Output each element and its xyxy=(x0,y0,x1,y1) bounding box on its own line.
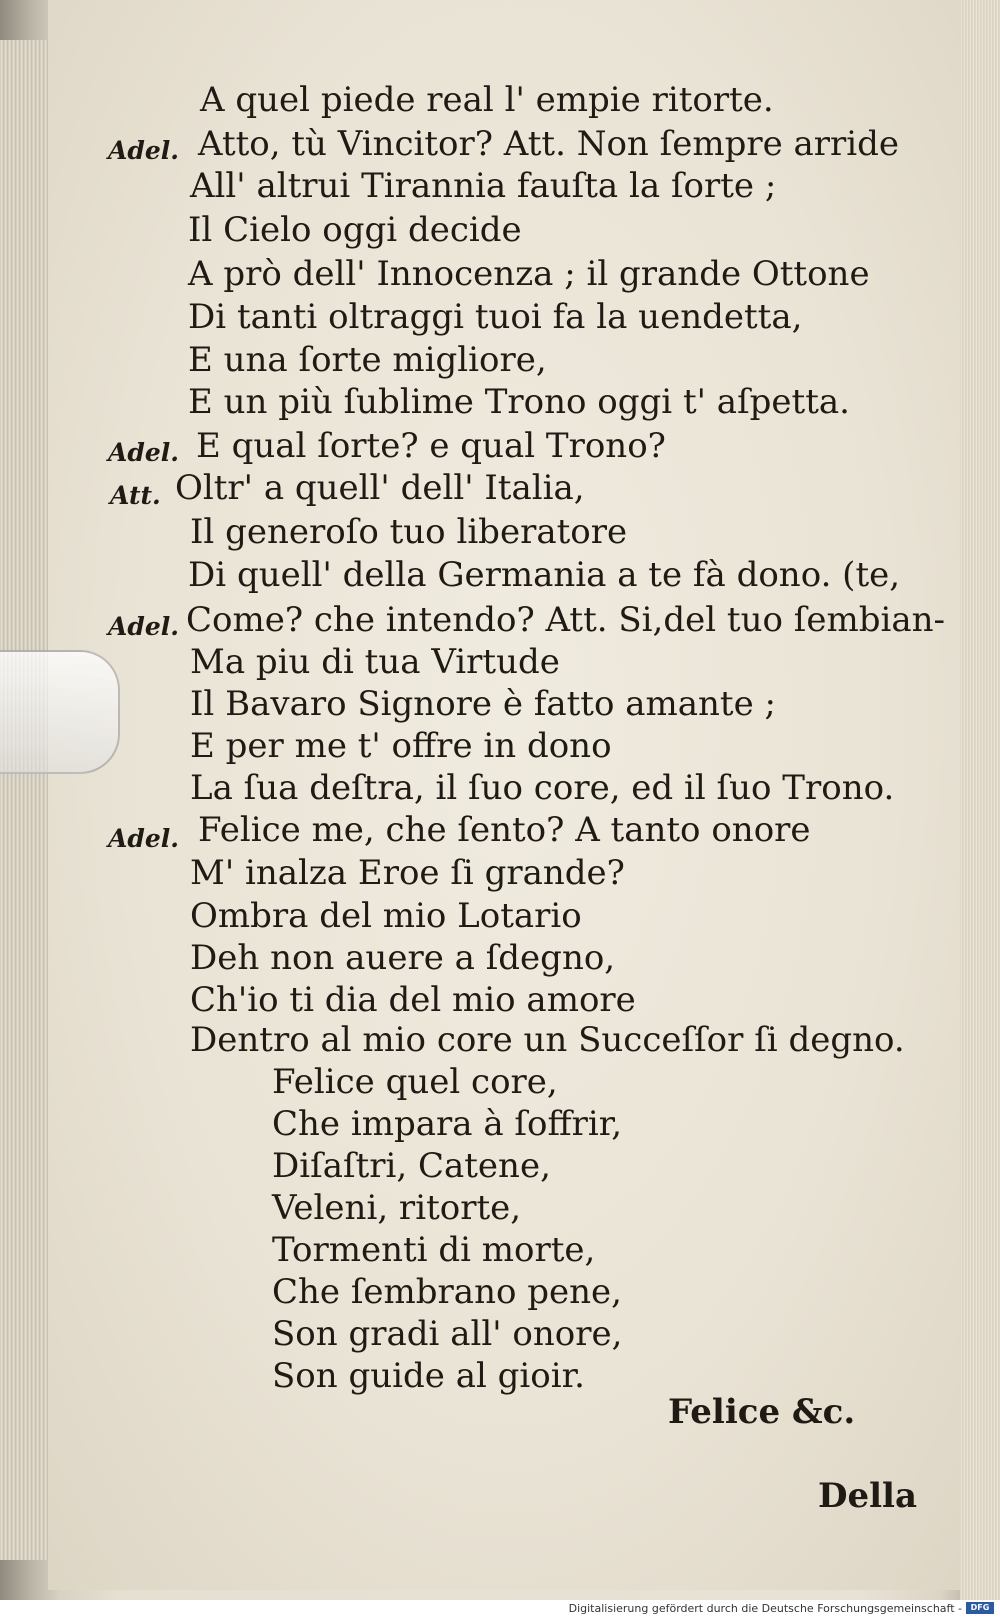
text-line: E qual ſorte? e qual Trono? xyxy=(196,426,666,466)
aria-line: Diſaſtri, Catene, xyxy=(272,1146,551,1186)
text-line: Di tanti oltraggi tuoi fa la uendetta, xyxy=(188,297,803,337)
speaker-label: Adel. xyxy=(108,612,179,641)
text-line: All' altrui Tirannia fauſta la ſorte ; xyxy=(190,166,777,206)
aria-line: Felice quel core, xyxy=(272,1062,558,1102)
text-line: Oltr' a quell' dell' Italia, xyxy=(175,468,585,508)
aria-line: Son guide al gioir. xyxy=(272,1356,585,1396)
footer-text: Digitalisierung gefördert durch die Deutsche Forschungsgemeinschaft - xyxy=(568,1602,962,1615)
text-line: Come? che intendo? Att. Si,del tuo ſembian- xyxy=(186,600,945,640)
text-line: E per me t' offre in dono xyxy=(190,726,612,766)
text-line: A quel piede real l' empie ritorte. xyxy=(200,80,774,120)
aria-line: Son gradi all' onore, xyxy=(272,1314,623,1354)
speaker-label: Att. xyxy=(110,481,161,510)
aria-line: Che ſembrano pene, xyxy=(272,1272,622,1312)
text-line: Felice me, che ſento? A tanto onore xyxy=(198,810,811,850)
text-line: Ma piu di tua Virtude xyxy=(190,642,560,682)
text-line: Dentro al mio core un Succeſſor ſi degno. xyxy=(190,1020,905,1060)
speaker-label: Adel. xyxy=(108,438,179,467)
speaker-label: Adel. xyxy=(108,824,179,853)
text-line: Ombra del mio Lotario xyxy=(190,896,582,936)
aria-line: Veleni, ritorte, xyxy=(272,1188,522,1228)
speaker-label: Adel. xyxy=(108,136,179,165)
catchword: Della xyxy=(818,1476,917,1516)
text-line: A prò dell' Innocenza ; il grande Ottone xyxy=(188,254,870,294)
text-line: E un più ſublime Trono oggi t' aſpetta. xyxy=(188,382,850,422)
aria-line: Che impara à ſoffrir, xyxy=(272,1104,623,1144)
text-line: Deh non auere a ſdegno, xyxy=(190,938,616,978)
text-line: Il generoſo tuo liberatore xyxy=(190,512,628,552)
text-line: Ch'io ti dia del mio amore xyxy=(190,980,636,1020)
text-line: Il Cielo oggi decide xyxy=(188,210,522,250)
refrain-cue: Felice &c. xyxy=(668,1392,856,1432)
text-line: Il Bavaro Signore è fatto amante ; xyxy=(190,684,776,724)
text-line: Di quell' della Germania a te fà dono. (te, xyxy=(188,555,901,595)
dfg-logo: DFG xyxy=(966,1602,994,1614)
text-line: Atto, tù Vincitor? Att. Non ſempre arride xyxy=(198,124,900,164)
digitization-footer xyxy=(0,1600,1000,1617)
aria-line: Tormenti di morte, xyxy=(272,1230,596,1270)
text-line: E una ſorte migliore, xyxy=(188,340,547,380)
text-line: La ſua deſtra, il ſuo core, ed il ſuo Trono. xyxy=(190,768,895,808)
text-line: M' inalza Eroe ſi grande? xyxy=(190,853,625,893)
